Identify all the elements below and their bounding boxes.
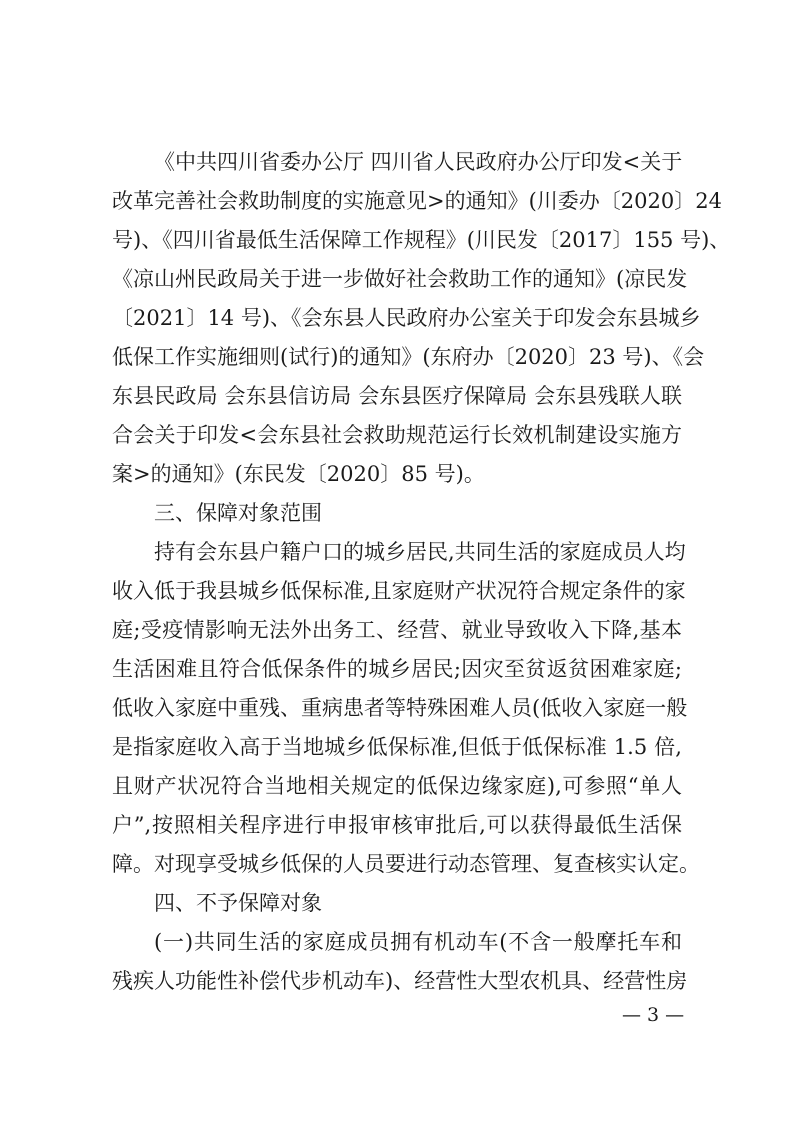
section-3-line-2: 收入低于我县城乡低保标准,且家庭财产状况符合规定条件的家 [112, 579, 686, 603]
page-number: — 3 — [622, 1004, 685, 1026]
section-3-line-3: 庭;受疫情影响无法外出务工、经营、就业导致收入下降,基本 [112, 618, 682, 642]
section-3-line-7: 且财产状况符合当地相关规定的低保边缘家庭),可参照“单人 [112, 774, 682, 798]
basis-line-4: 《凉山州民政局关于进一步做好社会救助工作的通知》(凉民发 [112, 267, 688, 291]
basis-line-2: 改革完善社会救助制度的实施意见>的通知》(川委办〔2020〕24 [112, 189, 722, 213]
section-3-line-4: 生活困难且符合低保条件的城乡居民;因灾至贫返贫困难家庭; [112, 657, 682, 681]
section-3-heading: 三、保障对象范围 [154, 501, 322, 525]
basis-line-3: 号)、《四川省最低生活保障工作规程》(川民发〔2017〕155 号)、 [112, 228, 731, 252]
section-4-line-1: (一)共同生活的家庭成员拥有机动车(不含一般摩托车和 [154, 930, 682, 954]
basis-line-9: 案>的通知》(东民发〔2020〕85 号)。 [112, 462, 485, 486]
section-3-line-8: 户”,按照相关程序进行申报审核审批后,可以获得最低生活保 [112, 813, 682, 837]
basis-line-5: 〔2021〕14 号)、《会东县人民政府办公室关于印发会东县城乡 [112, 306, 701, 330]
section-3-line-1: 持有会东县户籍户口的城乡居民,共同生活的家庭成员人均 [154, 540, 686, 564]
basis-line-6: 低保工作实施细则(试行)的通知》(东府办〔2020〕23 号)、《会 [112, 345, 705, 369]
basis-line-1: 《中共四川省委办公厅 四川省人民政府办公厅印发<关于 [154, 150, 683, 174]
section-3-line-6: 是指家庭收入高于当地城乡低保标准,但低于低保标准 1.5 倍, [112, 735, 682, 759]
basis-line-7: 东县民政局 会东县信访局 会东县医疗保障局 会东县残联人联 [112, 384, 682, 408]
section-4-line-2: 残疾人功能性补偿代步机动车)、经营性大型农机具、经营性房 [112, 969, 688, 993]
section-4-heading: 四、不予保障对象 [154, 891, 322, 915]
basis-line-8: 合会关于印发<会东县社会救助规范运行长效机制建设实施方 [112, 423, 682, 447]
section-3-line-9: 障。对现享受城乡低保的人员要进行动态管理、复查核实认定。 [112, 852, 700, 876]
section-3-line-5: 低收入家庭中重残、重病患者等特殊困难人员(低收入家庭一般 [112, 696, 688, 720]
